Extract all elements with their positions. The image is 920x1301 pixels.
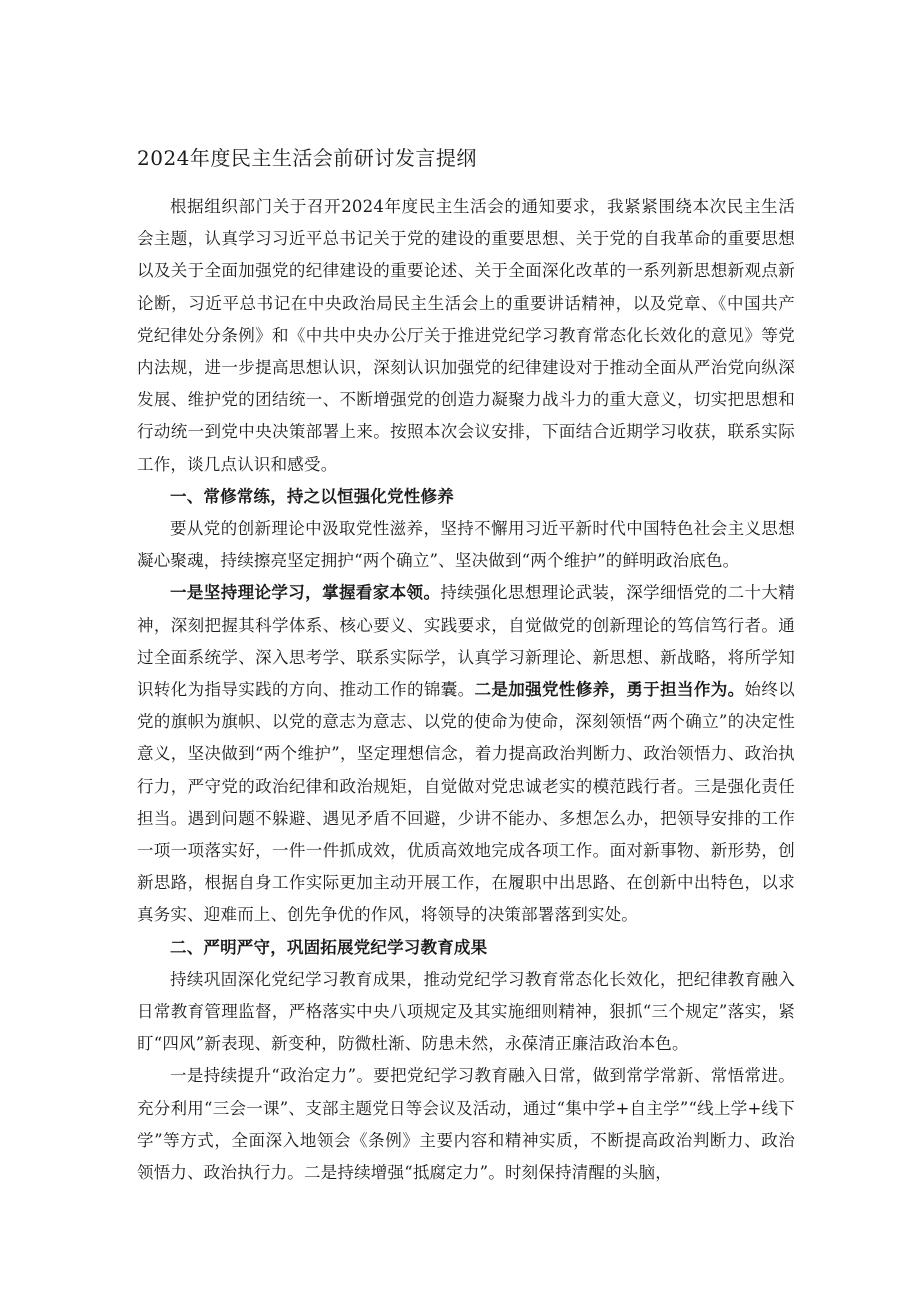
section-2-heading: 二、严明严守，巩固拓展党纪学习教育成果 [170, 937, 488, 957]
document-body [137, 191, 795, 1189]
point-1-text: 持续强化思想理论武装，深学细悟党的二十大精神，深刻把握其科学体系、核心要义、实践要求，自觉做党的创新理论的笃信笃行者。通过全面系统学、深入思考学、联系实际学，认真学习新理论、新思想、新战略，将所学知识转化为指导实践的方向、推动工作的锦囊。 [137, 583, 796, 700]
point-2-title: 二是加强党性修养，勇于担当作为。 [474, 680, 745, 700]
point-1-title: 一是坚持理论学习，掌握看家本领。 [170, 583, 441, 603]
section-2-lead-paragraph: 持续巩固深化党纪学习教育成果，推动党纪学习教育常态化长效化，把纪律教育融入日常教育管理监督，严格落实中央八项规定及其实施细则精神，狠抓“三个规定”落实，紧盯“四风”新表现、新变种，防微杜渐、防患未然，永葆清正廉洁政治本色。 [137, 969, 795, 1054]
document-title: 2024年度民主生活会前研讨发言提纲 [137, 146, 477, 170]
section-1-heading: 一、常修常练，持之以恒强化党性修养 [170, 486, 454, 506]
section-1-points-paragraph [137, 577, 795, 931]
intro-paragraph: 根据组织部门关于召开2024年度民主生活会的通知要求，我紧紧围绕本次民主生活会主题，认真学习习近平总书记关于党的建设的重要思想、关于党的自我革命的重要思想以及关于全面加强党的纪律建设的重要论述、关于全面深化改革的一系列新思想新观点新论断，习近平总书记在中央政治局民主生活会上的重要讲话精神，以及党章、《中国共产党纪律处分条例》和《中共中央办公厅关于推进党纪学习教育常态化长效化的意见》等党内法规，进一步提高思想认识，深刻认识加强党的纪律建设对于推动全面从严治党向纵深发展、维护党的团结统一、不断增强党的创造力凝聚力战斗力的重大意义，切实把思想和行动统一到党中央决策部署上来。按照本次会议安排，下面结合近期学习收获，联系实际工作，谈几点认识和感受。 [137, 197, 795, 474]
section-1-lead-paragraph: 要从党的创新理论中汲取党性滋养，坚持不懈用习近平新时代中国特色社会主义思想凝心聚魂，持续擦亮坚定拥护“两个确立”、坚决做到“两个维护”的鲜明政治底色。 [137, 519, 795, 571]
point-2-text: 始终以党的旗帜为旗帜、以党的意志为意志、以党的使命为使命，深刻领悟“两个确立”的决定性意义，坚决做到“两个维护”，坚定理想信念，着力提高政治判断力、政治领悟力、政治执行力，严守党的政治纪律和政治规矩，自觉做对党忠诚老实的模范践行者。三是强化责任担当。遇到问题不躲避、遇见矛盾不回避，少讲不能办、多想怎么办，把领导安排的工作一项一项落实好，一件一件抓成效，优质高效地完成各项工作。面对新事物、新形势，创新思路，根据自身工作实际更加主动开展工作，在履职中出思路、在创新中出特色，以求真务实、迎难而上、创先争优的作风，将领导的决策部署落到实处。 [137, 680, 795, 925]
section-2-points-paragraph: 一是持续提升“政治定力”。要把党纪学习教育融入日常，做到常学常新、常悟常进。充分利用“三会一课”、支部主题党日等会议及活动，通过“集中学+自主学”“线上学+线下学”等方式，全面深入地领会《条例》主要内容和精神实质，不断提高政治判断力、政治领悟力、政治执行力。二是持续增强“抵腐定力”。时刻保持清醒的头脑， [137, 1066, 795, 1183]
